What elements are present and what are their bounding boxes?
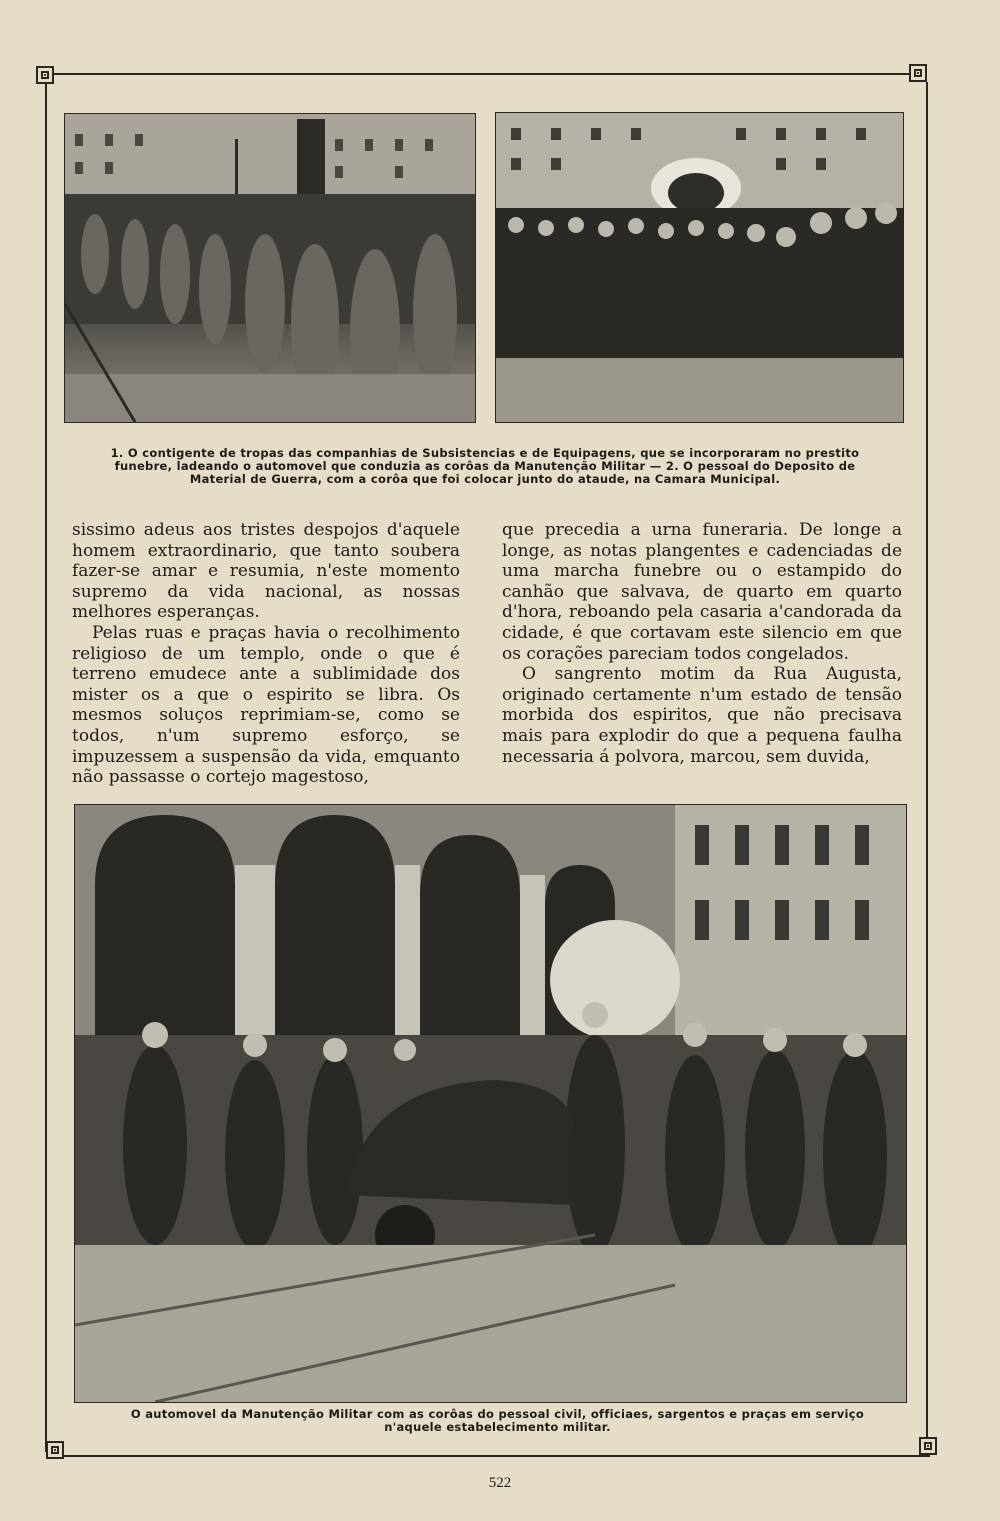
corner-ornament-top-left <box>36 66 54 84</box>
paragraph-right-1: que precedia a urna funeraria. De longe a longe, as notas plangentes e cadenciadas de uma marcha funebre ou o estampido do canhão que salvava, de quarto em quarto d'hora, reboando pela casaria a'candorada da cidade, é que cortavam este silencio em que os corações pareciam todos congelados. <box>502 520 902 664</box>
paragraph-left-2: Pelas ruas e praças havia o recolhimento religioso de um templo, onde o que é terreno emudece ante a sublimidade dos mister os a que o espirito se libra. Os mesmos soluços reprimiam-se, como se todos, n'um supremo esforço, se impuzessem a suspensão da vida, emquanto não passasse o cortejo magestoso, <box>72 622 460 788</box>
photo-personnel-with-wreath <box>495 112 904 423</box>
left-text-column <box>72 520 460 788</box>
paragraph-left-1: sissimo adeus aos tristes despojos d'aquele homem extraordinario, que tanto soubera fazer-se amar e resumia, n'este momento supremo da vida nacional, as nossas melhores esperanças. <box>72 520 460 623</box>
corner-ornament-bottom-right <box>919 1437 937 1455</box>
photo-military-automobile <box>74 804 907 1403</box>
frame-bottom-line <box>54 1455 930 1457</box>
caption-bottom-photo: O automovel da Manutenção Militar com as corôas do pessoal civil, officiaes, sargentos e praças em serviço n'aquele estabelecimento militar. <box>130 1407 865 1434</box>
paragraph-right-2: O sangrento motim da Rua Augusta, originado certamente n'um estado de tensão morbida dos espiritos, que não precisava mais para explodir do que a pequena faulha necessaria á polvora, marcou, sem duvida, <box>502 664 902 767</box>
photo-troops-marching <box>64 113 476 423</box>
caption-top-photos: 1. O contigente de tropas das companhias de Subsistencias e de Equipagens, que se incorporaram no prestito funebre, ladeando o automovel que conduzia as corôas da Manutenção Militar — 2. O pessoal do Deposito de Material de Guerra, com a corôa que foi colocar junto do ataude, na Camara Municipal. <box>110 446 860 486</box>
frame-top-line <box>44 73 920 75</box>
page-number: 522 <box>488 1475 512 1491</box>
corner-ornament-top-right <box>909 64 927 82</box>
corner-ornament-bottom-left <box>46 1441 64 1459</box>
frame-right-line <box>926 82 928 1452</box>
right-text-column <box>502 520 902 767</box>
frame-left-line <box>45 82 47 1452</box>
